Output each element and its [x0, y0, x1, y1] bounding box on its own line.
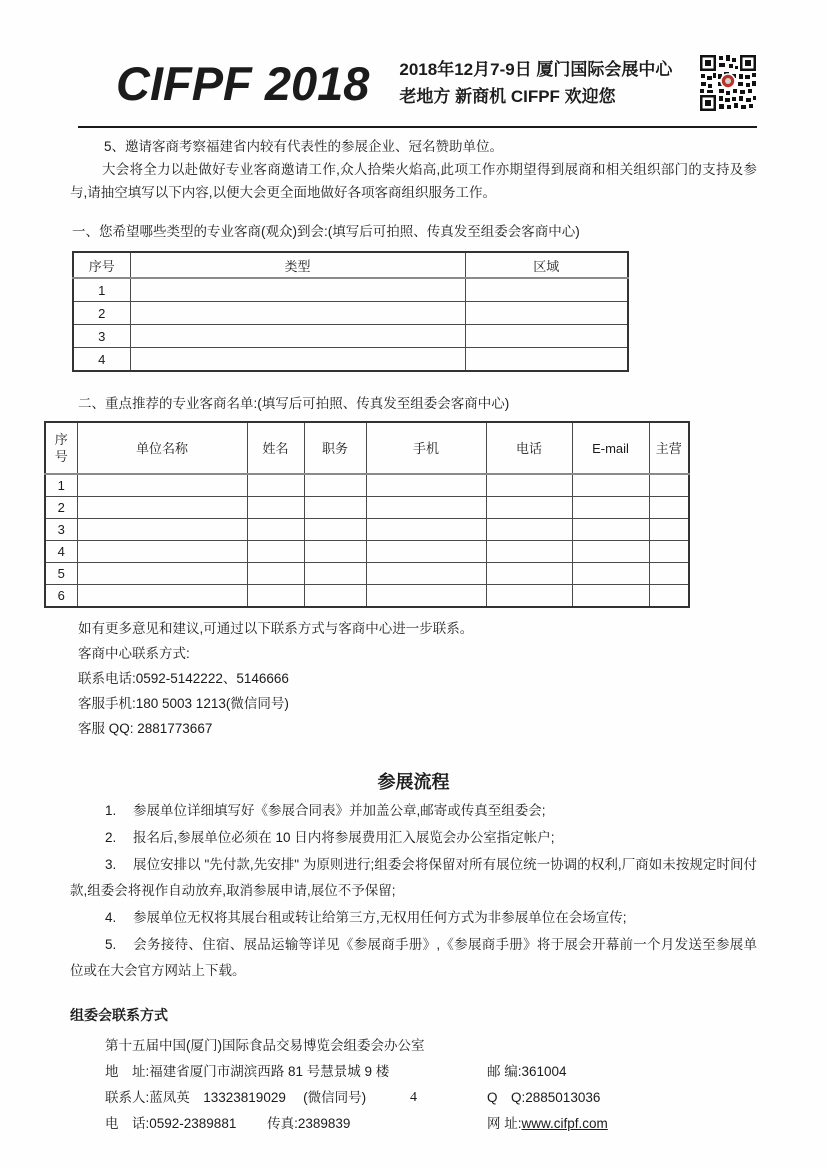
- table-header-row: [45, 422, 689, 474]
- flow-item-number: 4.: [105, 910, 117, 925]
- flow-item-number: 3.: [105, 857, 117, 872]
- flow-item: [70, 932, 757, 984]
- table-row: [73, 348, 628, 372]
- buyer-center-title: 客商中心联系方式:: [78, 646, 190, 661]
- col-header-phone: 电话: [486, 422, 572, 474]
- postal-label: 邮 编:: [487, 1064, 522, 1079]
- buyer-type-table: [72, 251, 629, 372]
- buyer-center-mobile: 客服手机:180 5003 1213(微信同号): [78, 696, 289, 711]
- row-no: 2: [45, 497, 77, 519]
- flow-item-text: 会务接待、住宿、展品运输等详见《参展商手册》,《参展商手册》将于展会开幕前一个月发送至参展单位或在大会官方网站上下载。: [70, 937, 757, 978]
- committee-postal: [487, 1059, 567, 1085]
- region-cell: [465, 348, 628, 372]
- row-no: 5: [45, 563, 77, 585]
- intro-point-5: 5、邀请客商考察福建省内较有代表性的参展企业、冠名赞助单位。: [104, 139, 504, 154]
- flow-item-number: 2.: [105, 830, 117, 845]
- committee-address: 地 址:福建省厦门市湖滨西路 81 号慧景城 9 楼: [105, 1064, 390, 1079]
- buyer-center-qq: 客服 QQ: 2881773667: [78, 721, 213, 736]
- committee-phone-row: [70, 1111, 757, 1137]
- table-row: [73, 278, 628, 302]
- type-cell: [130, 348, 465, 372]
- exhibition-flow-list: [70, 798, 757, 984]
- intro-section: [70, 135, 757, 204]
- flow-item-text: 展位安排以 "先付款,先安排" 为原则进行;组委会将保留对所有展位统一协调的权利,厂商如未按规定时间付款,组委会将视作自动放弃,取消参展申请,展位不予保留;: [70, 857, 757, 898]
- region-cell: [465, 325, 628, 348]
- col-header-no: 序号: [73, 252, 130, 278]
- col-header-name: 姓名: [247, 422, 304, 474]
- committee-phone-fax: 电 话:0592-2389881 传真:2389839: [105, 1116, 351, 1131]
- row-no: 1: [73, 278, 130, 302]
- col-header-business: 主营: [649, 422, 689, 474]
- table-row: [45, 541, 689, 563]
- table-row: [73, 325, 628, 348]
- committee-title: 组委会联系方式: [70, 1007, 168, 1023]
- col-header-no: 序号: [45, 422, 77, 474]
- table-row: [45, 585, 689, 608]
- row-no: 4: [45, 541, 77, 563]
- flow-item-text: 参展单位详细填写好《参展合同表》并加盖公章,邮寄或传真至组委会;: [133, 803, 546, 818]
- col-header-company: 单位名称: [77, 422, 247, 474]
- row-no: 2: [73, 302, 130, 325]
- table-row: [45, 474, 689, 497]
- flow-item: [70, 798, 757, 824]
- buyer-center-contact-block: [70, 616, 757, 741]
- feedback-note: 如有更多意见和建议,可通过以下联系方式与客商中心进一步联系。: [78, 621, 474, 636]
- flow-item-number: 1.: [105, 803, 117, 818]
- flow-title: 参展流程: [377, 772, 450, 792]
- committee-contact-section: [70, 1003, 757, 1137]
- wechat-qr-code-icon: [699, 54, 757, 112]
- event-slogan: 老地方 新商机 CIFPF 欢迎您: [399, 87, 616, 106]
- buyer-center-phone: 联系电话:0592-5142222、5146666: [78, 671, 289, 686]
- table-row: [45, 563, 689, 585]
- row-no: 3: [45, 519, 77, 541]
- table-header-row: [73, 252, 628, 278]
- col-header-type: 类型: [130, 252, 465, 278]
- committee-address-row: [70, 1059, 757, 1085]
- page-header: [0, 0, 827, 112]
- row-no: 4: [73, 348, 130, 372]
- website-link[interactable]: www.cifpf.com: [521, 1116, 608, 1131]
- postal-value: 361004: [521, 1064, 567, 1079]
- committee-website: [487, 1111, 608, 1137]
- qq-label: Q Q:: [487, 1090, 526, 1105]
- header-rule: [78, 126, 757, 128]
- region-cell: [465, 302, 628, 325]
- table-row: [45, 497, 689, 519]
- table-row: [73, 302, 628, 325]
- col-header-mobile: 手机: [366, 422, 486, 474]
- flow-item: [70, 825, 757, 851]
- col-header-email: E-mail: [572, 422, 649, 474]
- website-label: 网 址:: [487, 1116, 522, 1131]
- flow-item-number: 5.: [105, 937, 117, 952]
- flow-item: [70, 852, 757, 904]
- row-no: 1: [45, 474, 77, 497]
- committee-office: 第十五届中国(厦门)国际食品交易博览会组委会办公室: [105, 1038, 425, 1053]
- flow-item: [70, 905, 757, 931]
- section-one-title: 一、您希望哪些类型的专业客商(观众)到会:(填写后可拍照、传真发至组委会客商中心): [72, 224, 580, 239]
- flow-item-text: 参展单位无权将其展台租或转让给第三方,无权用任何方式为非参展单位在会场宣传;: [133, 910, 627, 925]
- region-cell: [465, 278, 628, 302]
- header-info: [399, 56, 672, 110]
- section-two-title: 二、重点推荐的专业客商名单:(填写后可拍照、传真发至组委会客商中心): [78, 396, 510, 411]
- type-cell: [130, 302, 465, 325]
- col-header-position: 职务: [304, 422, 366, 474]
- table-row: [45, 519, 689, 541]
- type-cell: [130, 278, 465, 302]
- row-no: 3: [73, 325, 130, 348]
- qq-value: 2885013036: [525, 1090, 601, 1105]
- recommended-buyers-table: [44, 421, 690, 608]
- row-no: 6: [45, 585, 77, 608]
- cifpf-logo: CIFPF 2018: [116, 56, 370, 110]
- col-header-region: 区域: [465, 252, 628, 278]
- page-number: 4: [410, 1090, 417, 1105]
- intro-paragraph: 大会将全力以赴做好专业客商邀请工作,众人拾柴火焰高,此项工作亦期望得到展商和相关组织部门的支持及参与,请抽空填写以下内容,以便大会更全面地做好各项客商组织服务工作。: [70, 162, 757, 200]
- flow-item-text: 报名后,参展单位必须在 10 日内将参展费用汇入展览会办公室指定帐户;: [133, 830, 555, 845]
- committee-contact-person: 联系人:蓝凤英 13323819029 (微信同号): [105, 1090, 367, 1105]
- type-cell: [130, 325, 465, 348]
- event-date-venue: 2018年12月7-9日 厦门国际会展中心: [399, 60, 673, 79]
